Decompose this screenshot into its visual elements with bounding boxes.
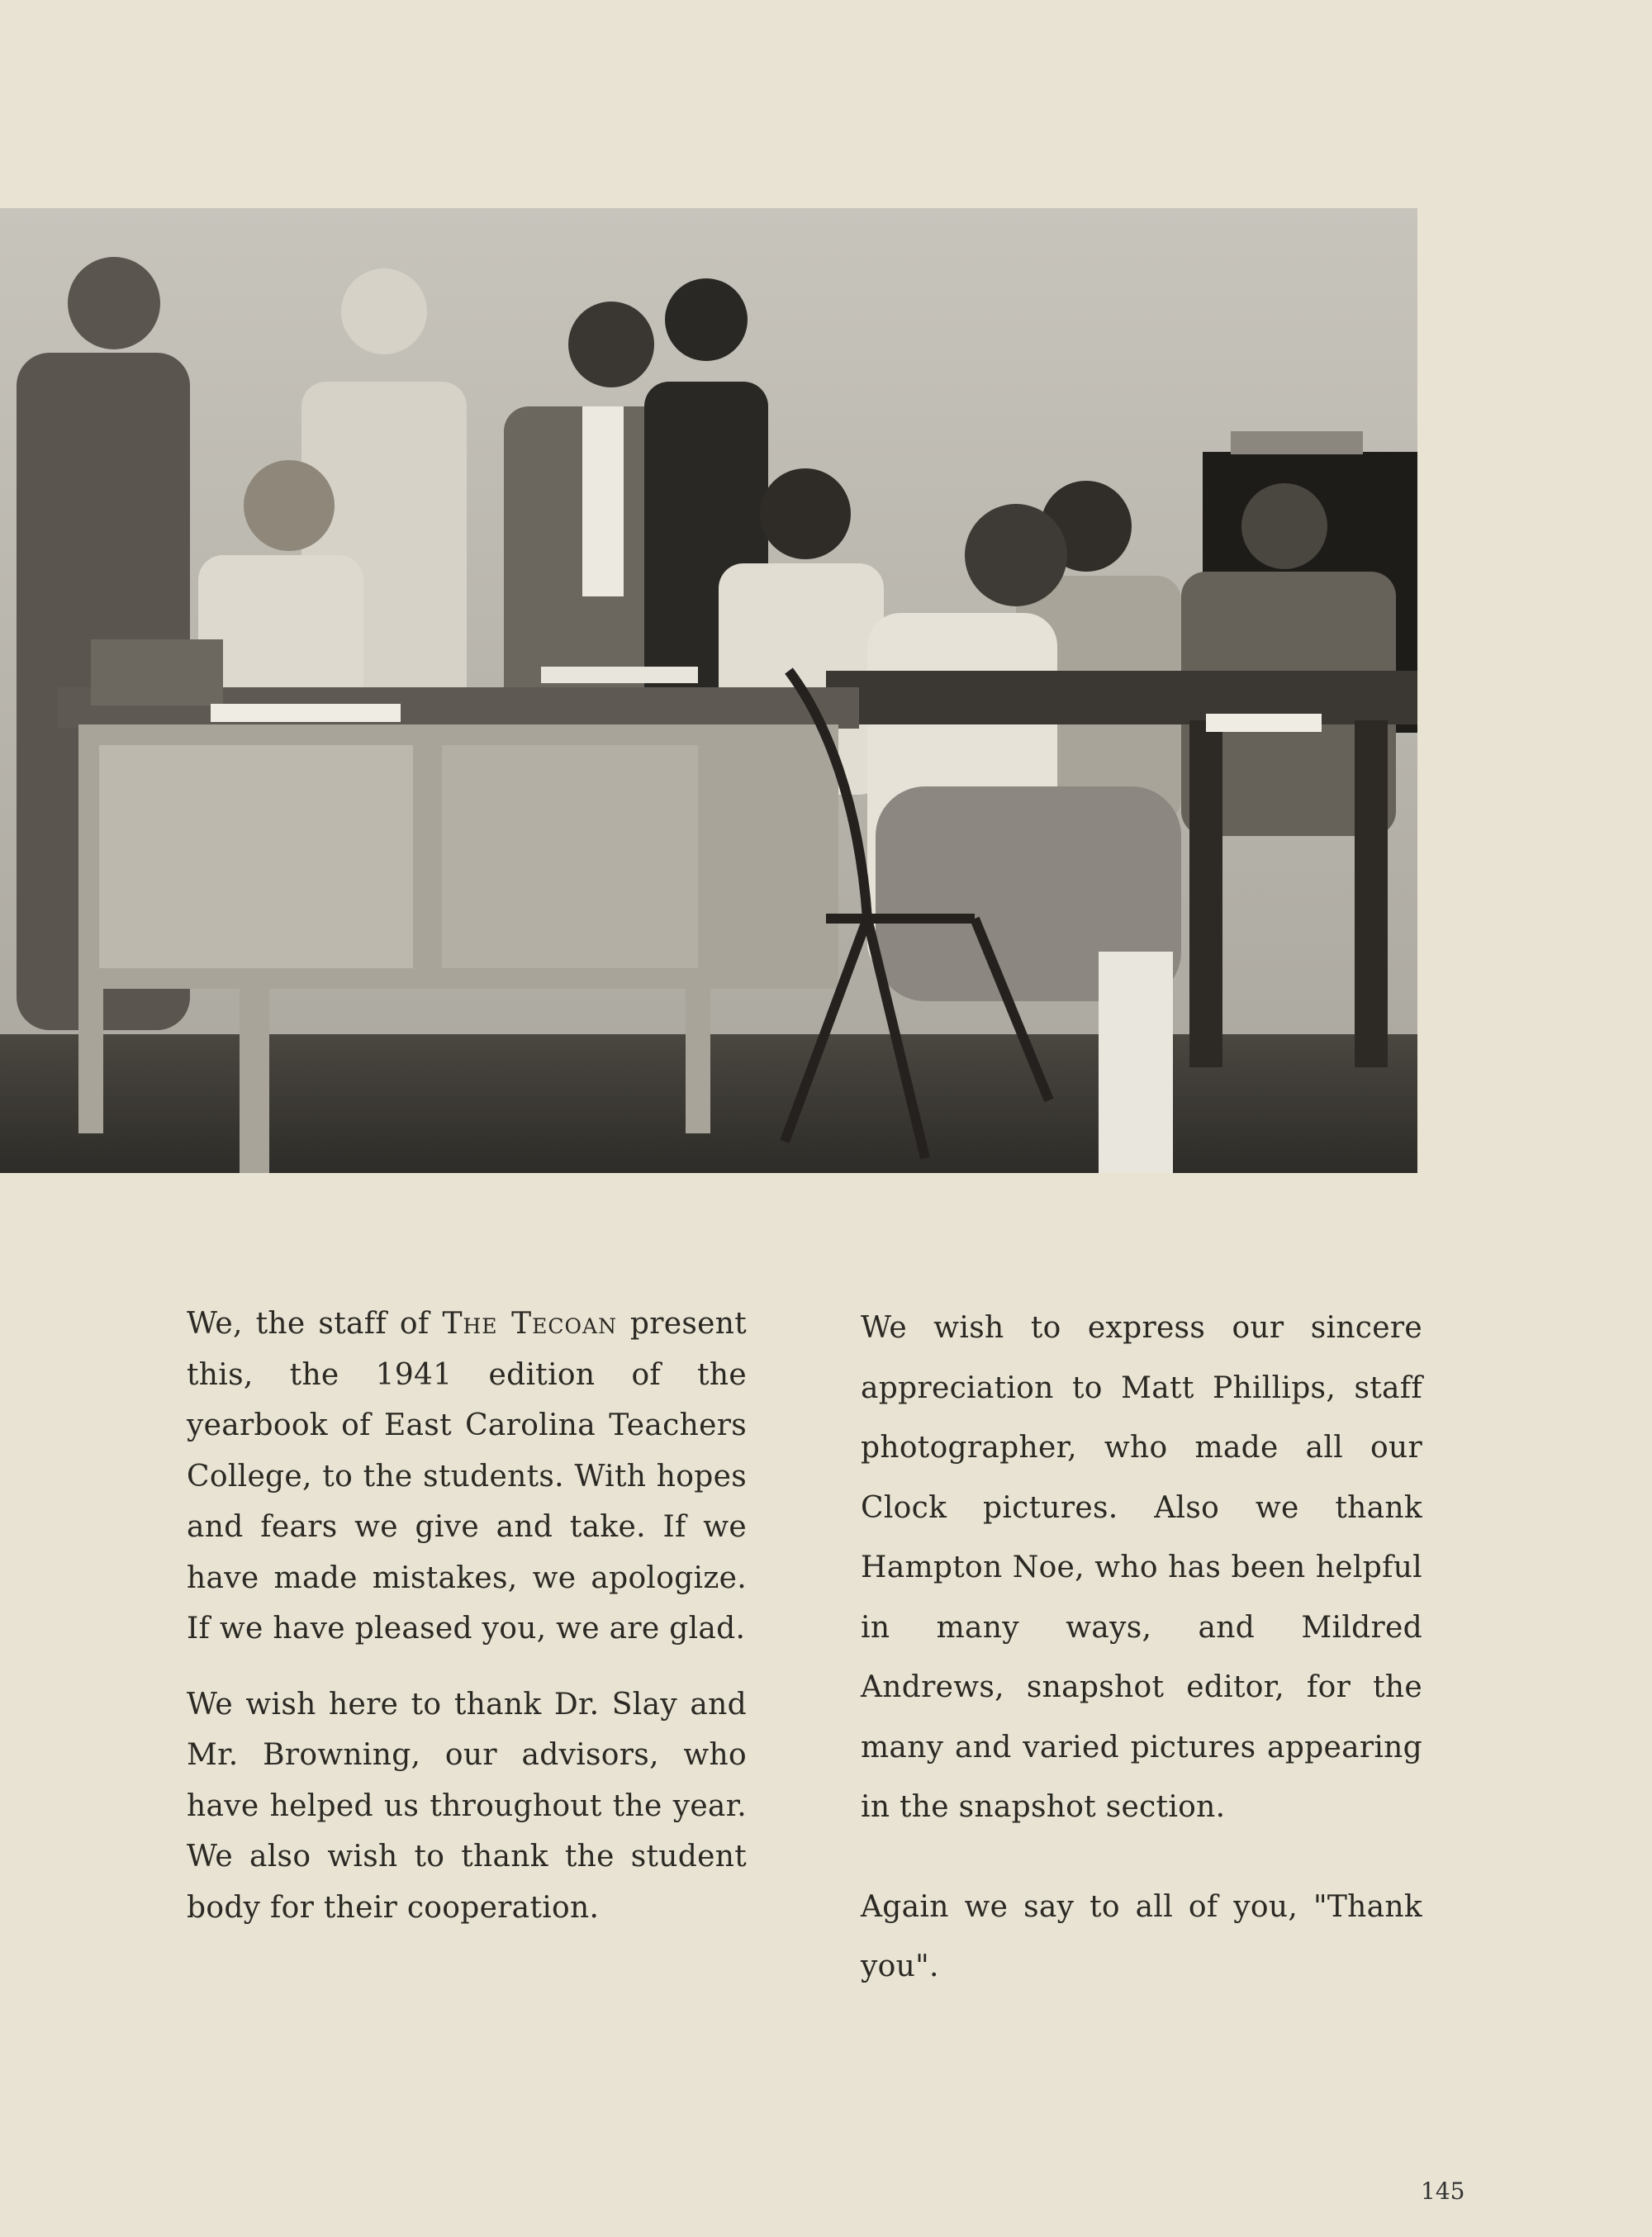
right-paragraph-1: We wish to express our sincere appreciation to Matt Phillips, staff photographer, who made all our Clock pictures. Also we thank Hampton Noe, who has been helpful in many ways, and Mildred Andrews, snapshot editor, for the many and varied pictures appearing in the snapshot section. bbox=[861, 1311, 1422, 1824]
left-paragraph-2: We wish here to thank Dr. Slay and Mr. Browning, our advisors, who have helped us throughout the year. We also wish to thank the student body for their cooperation. bbox=[187, 1687, 747, 1925]
staff-photo bbox=[0, 208, 1417, 1173]
left-column bbox=[187, 1299, 747, 1933]
paragraph-1-body: present this, the 1941 edition of the yearbook of East Carolina Teachers College, to the students. With hopes and fears we give and take. If we have made mistakes, we apologize. If we have pleased you, we are glad. bbox=[187, 1307, 747, 1646]
paragraph-1-intro: We, the staff of bbox=[187, 1307, 443, 1341]
staff-photo-illustration bbox=[0, 208, 1417, 1173]
right-column bbox=[861, 1299, 1422, 1997]
left-paragraph-1 bbox=[187, 1299, 747, 1655]
right-paragraph-2: Again we say to all of you, "Thank you". bbox=[861, 1889, 1422, 1983]
publication-name: The Tecoan bbox=[442, 1307, 617, 1341]
page-number: 145 bbox=[1421, 2178, 1465, 2205]
